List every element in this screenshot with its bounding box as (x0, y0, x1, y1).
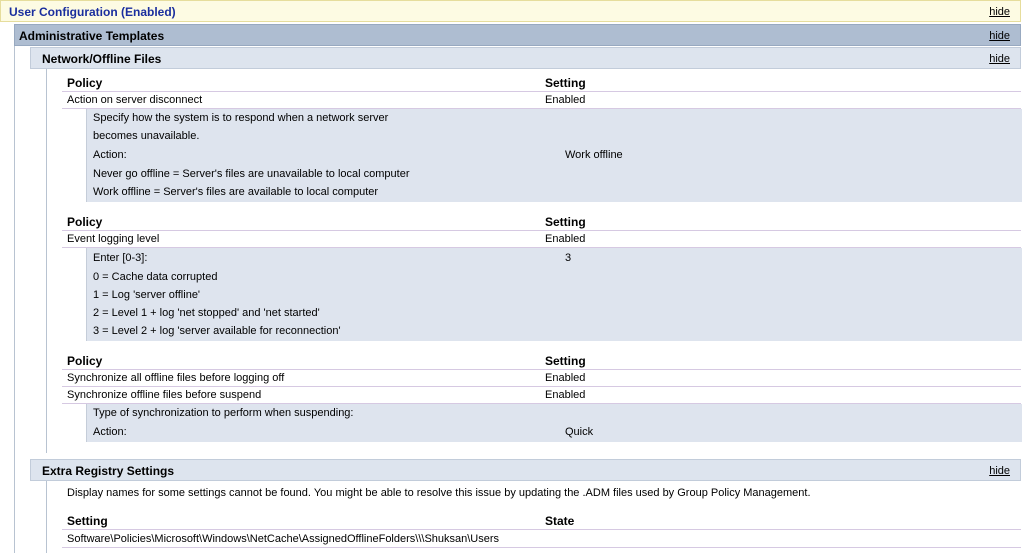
administrative-templates-title: Administrative Templates (19, 29, 165, 43)
description-line: becomes unavailable. (93, 130, 200, 142)
tree-line-network (46, 69, 47, 453)
policy-name: Synchronize all offline files before logging off (67, 372, 285, 384)
policy-name: Synchronize offline files before suspend (67, 389, 262, 401)
row-divider (62, 547, 1021, 548)
network-offline-files-header (30, 47, 1021, 69)
description-line: 1 = Log 'server offline' (93, 289, 201, 301)
policy-column-header: Policy (67, 76, 103, 90)
extra-registry-settings-title: Extra Registry Settings (42, 464, 175, 478)
header-divider (62, 91, 1021, 92)
action-value: Quick (565, 426, 594, 438)
policy-description (86, 109, 1022, 202)
registry-note: Display names for some settings cannot be found. You might be able to resolve this issue by updating the .ADM files used by Group Policy Management. (67, 487, 811, 499)
policy-setting: Enabled (545, 389, 586, 401)
registry-setting-column-header: Setting (67, 514, 108, 528)
row-divider (62, 386, 1021, 387)
setting-column-header: Setting (545, 354, 586, 368)
registry-state-column-header: State (545, 514, 575, 528)
setting-column-header: Setting (545, 76, 586, 90)
description-line: Action: (93, 426, 127, 438)
description-line: 2 = Level 1 + log 'net stopped' and 'net started' (93, 307, 320, 319)
hide-network-offline-files-link[interactable]: hide (989, 53, 1010, 65)
description-line: Never go offline = Server's files are unavailable to local computer (93, 168, 410, 180)
policy-setting: Enabled (545, 94, 586, 106)
action-value: Work offline (565, 149, 623, 161)
tree-line-registry (46, 481, 47, 553)
description-line: Type of synchronization to perform when suspending: (93, 407, 354, 419)
description-line: Specify how the system is to respond when a network server (93, 112, 389, 124)
hide-user-configuration-link[interactable]: hide (989, 6, 1010, 18)
registry-setting-path: Software\Policies\Microsoft\Windows\NetCache\AssignedOfflineFolders\\\Shuksan\Users (67, 533, 500, 545)
description-line: 0 = Cache data corrupted (93, 271, 218, 283)
header-divider (62, 529, 1021, 530)
tree-line-level2 (14, 46, 15, 553)
policy-column-header: Policy (67, 215, 103, 229)
policy-name: Event logging level (67, 233, 160, 245)
description-line: Enter [0-3]: (93, 252, 148, 264)
policy-column-header: Policy (67, 354, 103, 368)
user-configuration-header (0, 0, 1021, 22)
description-line: Action: (93, 149, 127, 161)
policy-name: Action on server disconnect (67, 94, 203, 106)
administrative-templates-header (14, 24, 1021, 46)
network-offline-files-title: Network/Offline Files (42, 52, 162, 66)
policy-description (86, 248, 1022, 341)
header-divider (62, 230, 1021, 231)
extra-registry-settings-header (30, 459, 1021, 481)
enter-value: 3 (565, 252, 572, 264)
description-line: 3 = Level 2 + log 'server available for reconnection' (93, 325, 341, 337)
hide-administrative-templates-link[interactable]: hide (989, 30, 1010, 42)
setting-column-header: Setting (545, 215, 586, 229)
description-line: Work offline = Server's files are available to local computer (93, 186, 379, 198)
policy-setting: Enabled (545, 372, 586, 384)
hide-extra-registry-settings-link[interactable]: hide (989, 465, 1010, 477)
policy-setting: Enabled (545, 233, 586, 245)
user-configuration-title: User Configuration (Enabled) (9, 5, 176, 19)
header-divider (62, 369, 1021, 370)
policy-description (86, 404, 1022, 442)
